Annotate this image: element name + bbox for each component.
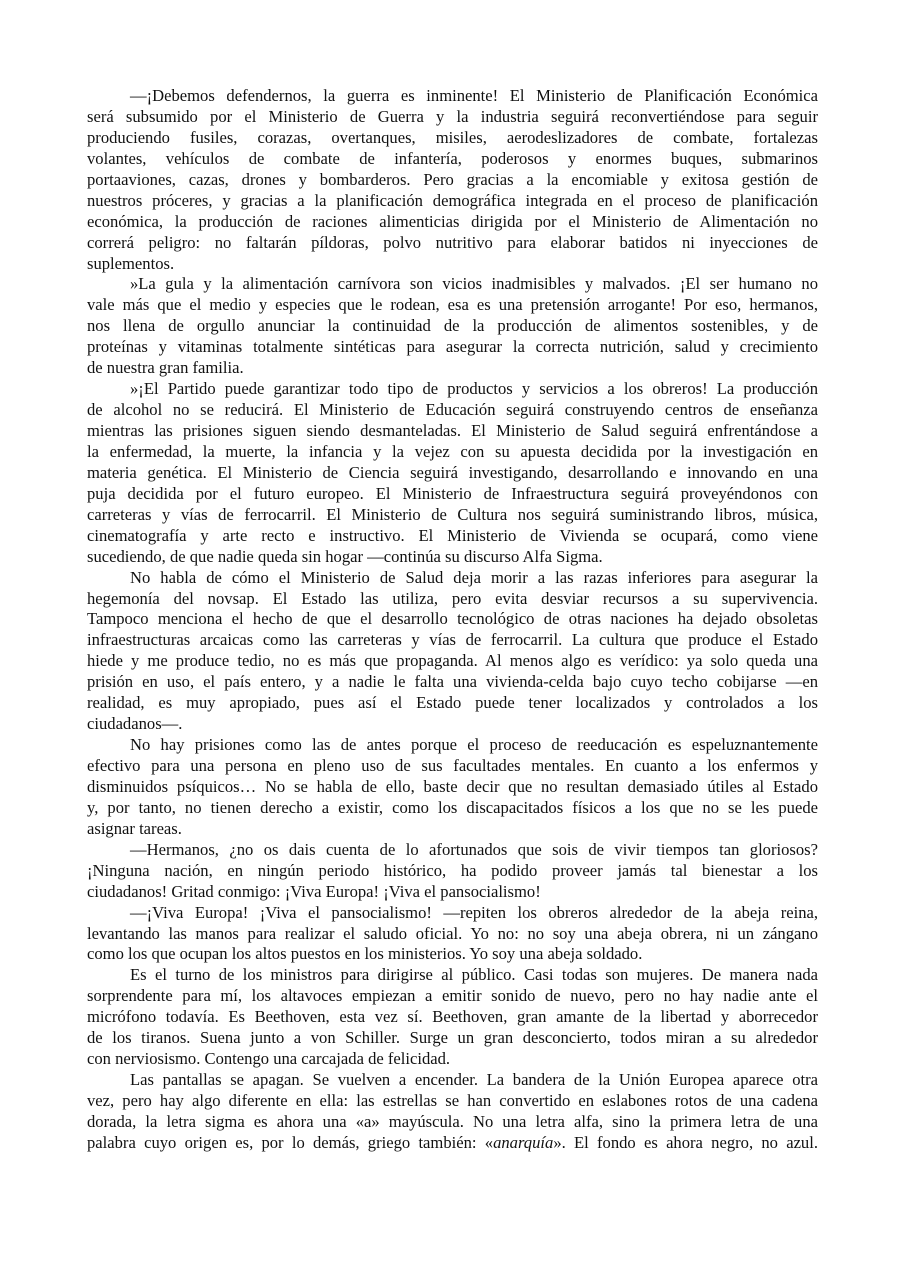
text-line: con nerviosismo. Contengo una carcajada de felicidad.	[87, 1049, 451, 1069]
text-line: levantando las manos para realizar el saludo oficial. Yo no: no soy una abeja obrera, ni un zángano	[87, 923, 818, 943]
paragraph	[87, 903, 818, 966]
paragraph	[87, 379, 818, 567]
paragraph	[87, 840, 818, 903]
text-line: nuestros próceres, y gracias a la planificación demográfica integrada en el proceso de planificación	[87, 190, 818, 210]
text-line: asignar tareas.	[87, 818, 182, 838]
text-line: vale más que el medio y especies que le rodean, esa es una pretensión arrogante! Por eso, hermanos,	[87, 295, 818, 315]
text-line: ¡Ninguna nación, en ningún periodo histórico, ha podido proveer jamás tal bienestar a los	[87, 860, 818, 880]
text-line: volantes, vehículos de combate de infantería, poderosos y enormes buques, submarinos	[87, 148, 818, 168]
paragraph	[87, 274, 818, 379]
text-line: vez, pero hay algo diferente en ella: las estrellas se han convertido en eslabones rotos de una cadena	[87, 1091, 818, 1110]
text-line: como los que ocupan los altos puestos en los ministerios. Yo soy una abeja soldado.	[87, 944, 643, 964]
text-line: disminuidos psíquicos… No se habla de ello, baste decir que no resultan demasiado útiles al Estado	[87, 776, 818, 796]
paragraph	[87, 1070, 818, 1154]
text-line: micrófono todavía. Es Beethoven, esta vez sí. Beethoven, gran amante de la libertad y aborrecedor	[87, 1007, 818, 1027]
text-line: hegemonía del novsap. El Estado las utiliza, pero evita desviar recursos a su supervivencia.	[87, 588, 818, 608]
document-page	[87, 86, 818, 1154]
text-line: la enfermedad, la muerte, la infancia y la vejez con su apuesta decidida por la investigación en	[87, 441, 818, 461]
text-line: sorprendente para mí, los altavoces empiezan a emitir sonido de nuevo, pero no hay nadie ante el	[87, 986, 818, 1006]
text-line: suplementos.	[87, 253, 175, 273]
text-line: —Hermanos, ¿no os dais cuenta de lo afortunados que sois de vivir tiempos tan gloriosos?	[130, 839, 818, 859]
text-line: económica, la producción de raciones alimenticias dirigida por el Ministerio de Alimentación no	[87, 211, 818, 231]
text-line: realidad, es muy apropiado, pues así el Estado puede tener localizados y controlados a los	[87, 693, 818, 713]
text-line: carreteras y vías de ferrocarril. El Ministerio de Cultura nos seguirá suministrando libros, música,	[87, 504, 818, 524]
text-line: de alcohol no se reducirá. El Ministerio de Educación seguirá construyendo centros de enseñanza	[87, 400, 818, 420]
text-line: sucediendo, de que nadie queda sin hogar —continúa su discurso Alfa Sigma.	[87, 546, 603, 566]
text-line: de los tiranos. Suena junto a von Schiller. Surge un gran desconcierto, todos miran a su alrededor	[87, 1028, 818, 1048]
paragraph	[87, 568, 818, 736]
text-line: materia genética. El Ministerio de Ciencia seguirá investigando, desarrollando e innovando en una	[87, 462, 818, 482]
italic-word: anarquía	[493, 1132, 554, 1152]
text-line: efectivo para una persona en pleno uso de sus facultades mentales. En cuanto a los enfermos y	[87, 756, 818, 775]
text-line: prisión en uso, el país entero, y a nadie le falta una vivienda-celda bajo cuyo techo cobijarse —en	[87, 672, 818, 692]
text-line: ciudadanos—.	[87, 714, 183, 734]
text-line: y, por tanto, no tienen derecho a existir, como los discapacitados físicos a los que no se les puede	[87, 797, 818, 817]
text-line: infraestructuras arcaicas como las carreteras y vías de ferrocarril. La cultura que produce el Estado	[87, 630, 818, 650]
text-line: Es el turno de los ministros para dirigirse al público. Casi todas son mujeres. De manera nada	[130, 965, 818, 985]
text-line: hiede y me produce tedio, no es más que propaganda. Al menos algo es verídico: ya solo queda una	[87, 651, 818, 671]
paragraph	[87, 735, 818, 840]
paragraph	[87, 965, 818, 1070]
text-segment: ». El fondo es ahora negro, no azul.	[553, 1132, 818, 1152]
text-line: cinematografía y arte recto e instructivo. El Ministerio de Vivienda se ocupará, como viene	[87, 525, 818, 545]
text-line: puja decidida por el futuro europeo. El Ministerio de Infraestructura seguirá proveyéndonos con	[87, 483, 818, 503]
text-line: será subsumido por el Ministerio de Guerra y la industria seguirá reconvertiéndose para seguir	[87, 106, 818, 126]
text-line: »¡El Partido puede garantizar todo tipo de productos y servicios a los obreros! La producción	[130, 379, 818, 399]
text-line: —¡Viva Europa! ¡Viva el pansocialismo! —repiten los obreros alrededor de la abeja reina,	[130, 902, 818, 922]
text-line: dorada, la letra sigma es ahora una «a» mayúscula. No una letra alfa, sino la primera letra de una	[87, 1111, 818, 1131]
text-line	[87, 1133, 818, 1154]
text-line: produciendo fusiles, corazas, overtanques, misiles, aerodeslizadores de combate, fortalezas	[87, 127, 818, 147]
text-line: de nuestra gran familia.	[87, 358, 244, 378]
text-line: portaaviones, cazas, drones y bombarderos. Pero gracias a la encomiable y exitosa gestión de	[87, 169, 818, 189]
text-line: Tampoco menciona el hecho de que el desarrollo tecnológico de otras naciones ha dejado obsoletas	[87, 609, 818, 629]
text-segment: palabra cuyo origen es, por lo demás, griego también: «	[87, 1132, 494, 1152]
text-line: correrá peligro: no faltarán píldoras, polvo nutritivo para elaborar batidos ni inyecciones de	[87, 232, 818, 252]
text-line: nos llena de orgullo anunciar la continuidad de la producción de alimentos sostenibles, y de	[87, 316, 818, 336]
text-line: mientras las prisiones siguen siendo desmanteladas. El Ministerio de Salud seguirá enfrentándose a	[87, 421, 818, 440]
paragraph	[87, 86, 818, 274]
text-line: »La gula y la alimentación carnívora son vicios inadmisibles y malvados. ¡El ser humano no	[130, 274, 818, 294]
text-line: Las pantallas se apagan. Se vuelven a encender. La bandera de la Unión Europea aparece otra	[130, 1070, 818, 1090]
text-line: proteínas y vitaminas totalmente sintéticas para asegurar la correcta nutrición, salud y crecimiento	[87, 337, 818, 357]
text-line: ciudadanos! Gritad conmigo: ¡Viva Europa! ¡Viva el pansocialismo!	[87, 881, 541, 901]
text-line: —¡Debemos defendernos, la guerra es inminente! El Ministerio de Planificación Económica	[130, 86, 818, 105]
text-line: No hay prisiones como las de antes porque el proceso de reeducación es espeluznantemente	[130, 735, 818, 755]
text-line: No habla de cómo el Ministerio de Salud deja morir a las razas inferiores para asegurar la	[130, 567, 818, 587]
